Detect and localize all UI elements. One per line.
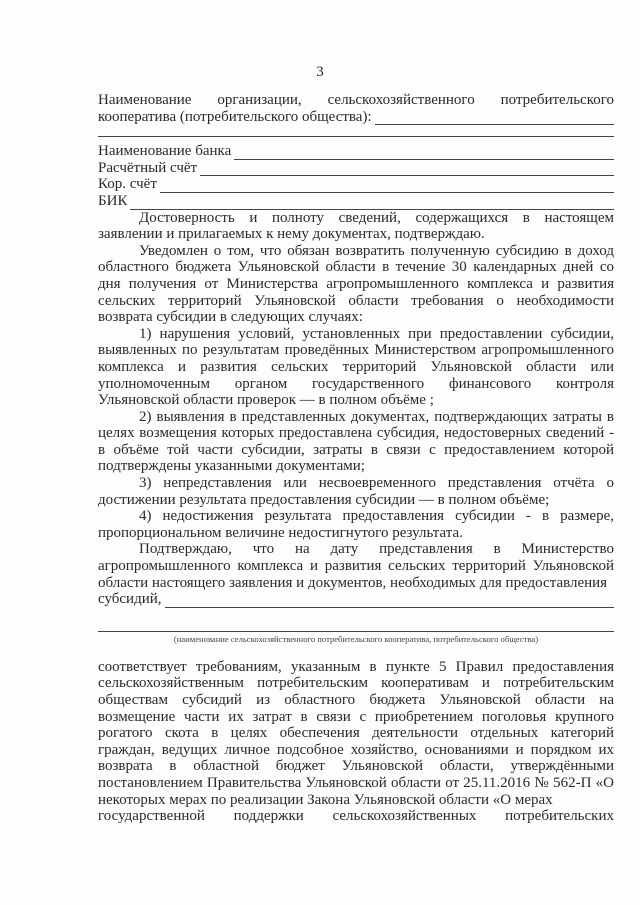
cooperative-name-blank[interactable] <box>98 620 614 632</box>
account-label: Расчётный счёт <box>98 159 198 176</box>
compliance-paragraph: соответствует требованиям, указанным в пункте 5 Правил предоставления сельскохозяйственным потребительским кооперативам и потребительским обществам субсидий из областного бюджета Ульяновской области на возмещение части их затрат в связи с приобретением поголовья крупного рогатого скота в целях обеспечения деятельности отдельных категорий граждан, ведущих личное подсобное хозяйство, основаниями и порядком их возврата в областной бюджет Ульяновской области, утверждёнными постановлением Правительства Ульяновской области от 25.11.2016 № 562-П «О некоторых мерах по реализации Закона Ульяновской области «О мерах <box>98 658 614 808</box>
bank-name-blank[interactable] <box>234 147 614 160</box>
corr-account-field[interactable] <box>98 176 614 193</box>
account-blank[interactable] <box>200 163 614 176</box>
org-name-blank-continued[interactable] <box>98 125 614 137</box>
confirm-paragraph-line2: заявлении и прилагаемых к нему документах, подтверждаю. <box>98 226 485 243</box>
confirm-date-paragraph: Подтверждаю, что на дату представления в Министерство агропромышленного комплекса и развития сельских территорий Ульяновской области настоящего заявления и документов, необходимых для предоставления <box>98 541 614 591</box>
corr-account-label: Кор. счёт <box>98 176 157 193</box>
org-name-label: кооператива (потребительского общества): <box>98 108 372 125</box>
org-name-field[interactable] <box>98 109 614 126</box>
bik-blank[interactable] <box>130 197 614 210</box>
case-4-paragraph: 4) недостижения результата предоставления субсидии - в размере, пропорциональном величине недостигнутого результата. <box>98 508 614 541</box>
subsidies-field[interactable] <box>98 591 614 608</box>
cooperative-name-caption: (наименование сельскохозяйственного потребительского кооператива, потребительского общества) <box>173 633 539 644</box>
org-name-line1: Наименование организации, сельскохозяйственного потребительского <box>98 92 614 108</box>
notice-paragraph: Уведомлен о том, что обязан возвратить полученную субсидию в доход областного бюджета Ульяновской области в течение 30 календарных дней со дня получения от Министерства агропромышленного комплекса и развития сельских территорий Ульяновской области требования о необходимости возврата субсидии в следующих случаях: <box>98 242 614 326</box>
case-2-paragraph: 2) выявления в представленных документах, подтверждающих затраты в целях возмещения которых предоставлена субсидия, недостоверных сведений - в объёме той части субсидии, затраты в связи с предоставлением которой подтверждены указанными документами; <box>98 408 614 475</box>
subsidies-label: субсидий, <box>98 591 162 608</box>
confirm-paragraph-line1: Достоверность и полноту сведений, содержащихся в настоящем <box>139 209 614 226</box>
page-number: 3 <box>316 64 324 80</box>
case-3-paragraph: 3) непредставления или несвоевременного представления отчёта о достижении результата предоставления субсидии — в полном объёме; <box>98 475 614 508</box>
account-field[interactable] <box>98 160 614 177</box>
compliance-last-line: государственной поддержки сельскохозяйственных потребительских <box>98 808 614 825</box>
subsidies-blank[interactable] <box>165 595 614 608</box>
org-name-blank[interactable] <box>375 112 614 125</box>
case-1-paragraph: 1) нарушения условий, установленных при предоставлении субсидии, выявленных по результатам проведённых Министерством агропромышленного комплекса и развития сельских территорий Ульяновской области или уполномоченным органом государственного финансового контроля Ульяновской области проверок — в полном объёме ; <box>98 325 614 409</box>
bik-field[interactable] <box>98 193 614 210</box>
corr-account-blank[interactable] <box>160 180 614 193</box>
bank-name-label: Наименование банка <box>98 143 232 160</box>
bik-label: БИК <box>98 192 128 209</box>
form-content <box>98 92 614 825</box>
bank-name-field[interactable] <box>98 143 614 160</box>
